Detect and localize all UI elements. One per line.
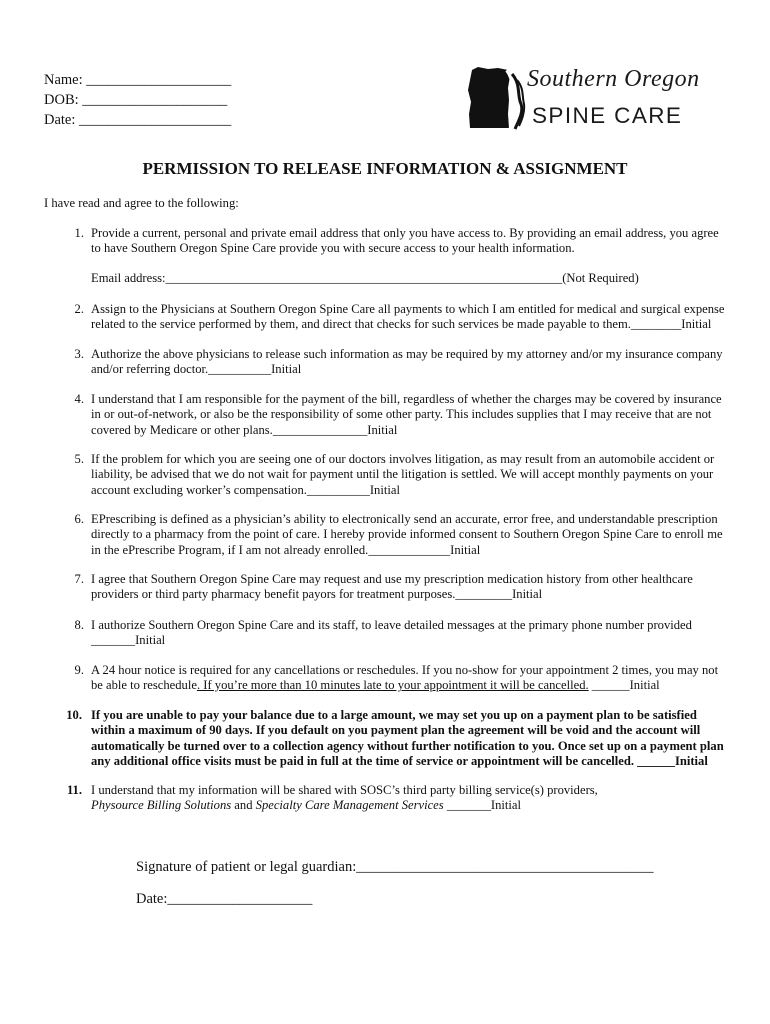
item-text: Authorize the above physicians to release such information as may be required by my attorney and/or my insurance company <box>91 347 723 361</box>
late-policy-text: . If you’re more than 10 minutes late to your appointment it will be cancelled. <box>196 678 589 693</box>
billing-provider-1: Physource Billing Solutions <box>91 798 232 813</box>
list-item <box>62 783 730 814</box>
item-text: be able to reschedule <box>91 678 197 693</box>
item-number: 1. <box>74 226 84 240</box>
initial-field[interactable]: in the ePrescribe Program, if I am not already enrolled._____________Initial <box>91 542 481 557</box>
patient-header <box>44 70 231 130</box>
date-field[interactable]: Date: _____________________ <box>44 112 232 128</box>
item-text: and <box>231 798 256 813</box>
list-item <box>62 708 730 769</box>
list-item <box>62 663 730 694</box>
logo-line-1: Southern Oregon <box>527 66 700 92</box>
item-text: in or out-of-network, or also be the responsibility of some other party. This includes supplies that I may receive that are not <box>91 407 712 422</box>
billing-provider-2: Specialty Care Management Services <box>255 798 444 813</box>
list-item <box>62 392 730 438</box>
item-text: within a maximum of 90 days. If you default on you payment plan the agreement will be void and the account will <box>91 723 701 738</box>
item-text: If you are unable to pay your balance due to a large amount, we may set you up on a payment plan to be satisfied <box>91 708 697 722</box>
item-text: I agree that Southern Oregon Spine Care may request and use my prescription medication history from other healthcare <box>91 572 693 586</box>
oregon-map-icon <box>466 66 526 132</box>
signature-date-field[interactable]: Date:____________________ <box>136 891 313 907</box>
initial-field[interactable]: _______Initial <box>91 633 166 648</box>
list-item <box>62 302 730 333</box>
item-text: to have Southern Oregon Spine Care provide you with secure access to your health information. <box>91 241 575 256</box>
email-address-field[interactable]: Email address:_______________________________________________________________(Not Required) <box>91 271 639 285</box>
item-number: 2. <box>74 302 84 316</box>
initial-field[interactable]: account excluding worker’s compensation.__________Initial <box>91 482 400 497</box>
list-item <box>62 452 730 498</box>
initial-field[interactable]: ______Initial <box>588 678 660 693</box>
item-text: Provide a current, personal and private email address that only you have access to. By providing an email address, you agree <box>91 226 719 240</box>
clinic-logo <box>466 66 722 134</box>
list-item <box>62 347 730 378</box>
item-text: A 24 hour notice is required for any cancellations or reschedules. If you no-show for your appointment 2 times, you may not <box>91 663 719 677</box>
list-item <box>62 618 730 649</box>
item-number: 4. <box>74 392 84 406</box>
initial-field[interactable]: and/or referring doctor.__________Initial <box>91 362 302 377</box>
signature-field[interactable]: Signature of patient or legal guardian:_________________________________________ <box>136 859 654 875</box>
logo-line-2: SPINE CARE <box>532 103 683 128</box>
list-item <box>62 572 730 603</box>
intro-text: I have read and agree to the following: <box>44 196 239 210</box>
item-number: 9. <box>74 663 84 677</box>
item-text: I understand that I am responsible for the payment of the bill, regardless of whether the charges may be covered by insurance <box>91 392 722 406</box>
item-number: 5. <box>74 452 84 466</box>
name-field[interactable]: Name: ____________________ <box>44 72 232 88</box>
dob-field[interactable]: DOB: ____________________ <box>44 92 228 108</box>
initial-field[interactable]: _______Initial <box>443 798 521 813</box>
list-item <box>62 226 730 257</box>
item-text: I understand that my information will be shared with SOSC’s third party billing service(s) providers, <box>91 783 598 797</box>
initial-field[interactable]: any additional office visits must be paid in full at the time of service or appointment will be cancelled. ______Initial <box>91 753 708 768</box>
initial-field[interactable]: related to the service performed by them, and direct that checks for such services be made payable to them.________Initial <box>91 317 712 332</box>
initial-field[interactable]: covered by Medicare or other plans._______________Initial <box>91 422 398 437</box>
item-number: 11. <box>66 783 82 797</box>
item-text: EPrescribing is defined as a physician’s ability to electronically send an accurate, error free, and understandable prescription <box>91 512 718 526</box>
initial-field[interactable]: providers or third party pharmacy benefit payors for treatment purposes._________Initial <box>91 587 543 602</box>
item-number: 8. <box>74 618 84 632</box>
item-number: 3. <box>74 347 84 361</box>
item-number: 7. <box>74 572 84 586</box>
item-text: liability, be advised that we do not wait for payment until the litigation is settled. We will accept monthly payments on your <box>91 467 714 482</box>
item-text: I authorize Southern Oregon Spine Care and its staff, to leave detailed messages at the primary phone number provided <box>91 618 692 632</box>
page-title: PERMISSION TO RELEASE INFORMATION & ASSIGNMENT <box>142 159 628 178</box>
list-item <box>62 512 730 558</box>
item-text: If the problem for which you are seeing one of our doctors involves litigation, as may result from an automobile accident or <box>91 452 715 466</box>
item-number: 10. <box>66 708 82 722</box>
item-number: 6. <box>74 512 84 526</box>
item-text: directly to a pharmacy from the point of care. I hereby provide informed consent to Southern Oregon Spine Care to enroll me <box>91 527 723 542</box>
item-text: automatically be turned over to a collection agency without further notification to you. Once set up on a payment plan <box>91 738 724 753</box>
item-text: Assign to the Physicians at Southern Oregon Spine Care all payments to which I am entitled for medical and surgical expense <box>91 302 725 316</box>
